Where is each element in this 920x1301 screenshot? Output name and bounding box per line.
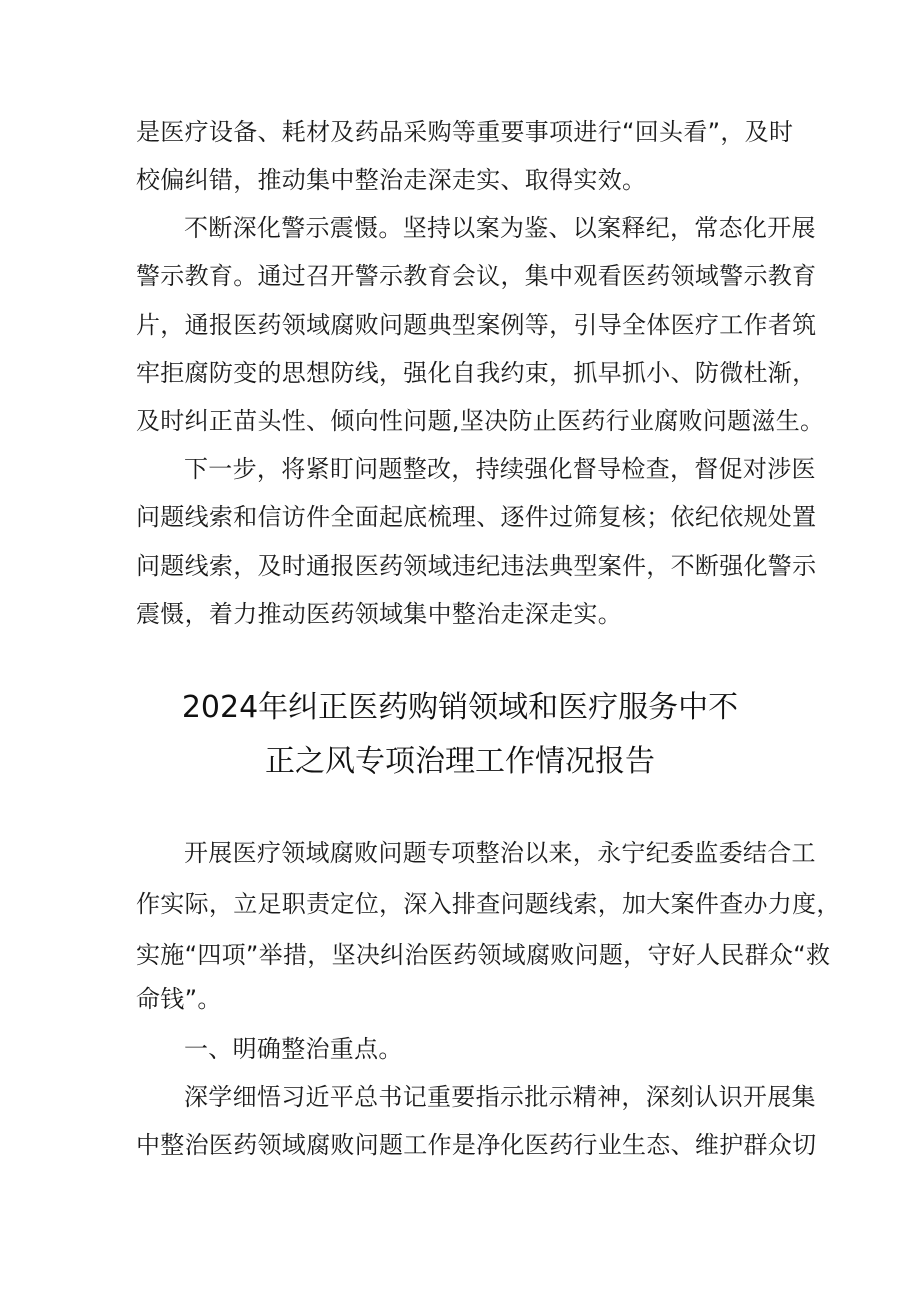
report-title: 正之风专项治理工作情况报告: [265, 744, 655, 779]
paragraph-line: 中整治医药领域腐败问题工作是净化医药行业生态、维护群众切: [136, 1131, 817, 1159]
paragraph-line: 命钱”。: [136, 985, 222, 1013]
paragraph-line: 下一步，将紧盯问题整改，持续强化督导检查，督促对涉医: [184, 455, 816, 483]
paragraph-line: 片，通报医药领域腐败问题典型案例等，引导全体医疗工作者筑: [136, 311, 817, 339]
paragraph-line: 深学细悟习近平总书记重要指示批示精神，深刻认识开展集: [184, 1083, 816, 1111]
paragraph-line: 及时纠正苗头性、倾向性问题,坚决防止医药行业腐败问题滋生。: [136, 407, 825, 435]
section-heading: 一、明确整治重点。: [184, 1035, 403, 1063]
report-title: 2024年纠正医药购销领域和医疗服务中不: [181, 690, 739, 725]
paragraph-line: 问题线索，及时通报医药领域违纪违法典型案件，不断强化警示: [136, 552, 817, 580]
paragraph-line: 是医疗设备、耗材及药品采购等重要事项进行“回头看”，及时: [136, 118, 794, 146]
paragraph-line: 不断深化警示震慑。坚持以案为鉴、以案释纪，常态化开展: [184, 214, 816, 242]
paragraph-line: 作实际，立足职责定位，深入排查问题线索，加大案件查办力度，: [136, 890, 841, 918]
paragraph-line: 实施“四项”举措，坚决纠治医药领域腐败问题，守好人民群众“救: [136, 941, 831, 969]
paragraph-line: 校偏纠错，推动集中整治走深走实、取得实效。: [136, 166, 647, 194]
paragraph-line: 震慑，着力推动医药领域集中整治走深走实。: [136, 600, 622, 628]
paragraph-line: 开展医疗领域腐败问题专项整治以来，永宁纪委监委结合工: [184, 839, 816, 867]
paragraph-line: 问题线索和信访件全面起底梳理、逐件过筛复核；依纪依规处置: [136, 503, 817, 531]
paragraph-line: 警示教育。通过召开警示教育会议，集中观看医药领域警示教育: [136, 262, 817, 290]
paragraph-line: 牢拒腐防变的思想防线，强化自我约束，抓早抓小、防微杜渐，: [136, 359, 817, 387]
